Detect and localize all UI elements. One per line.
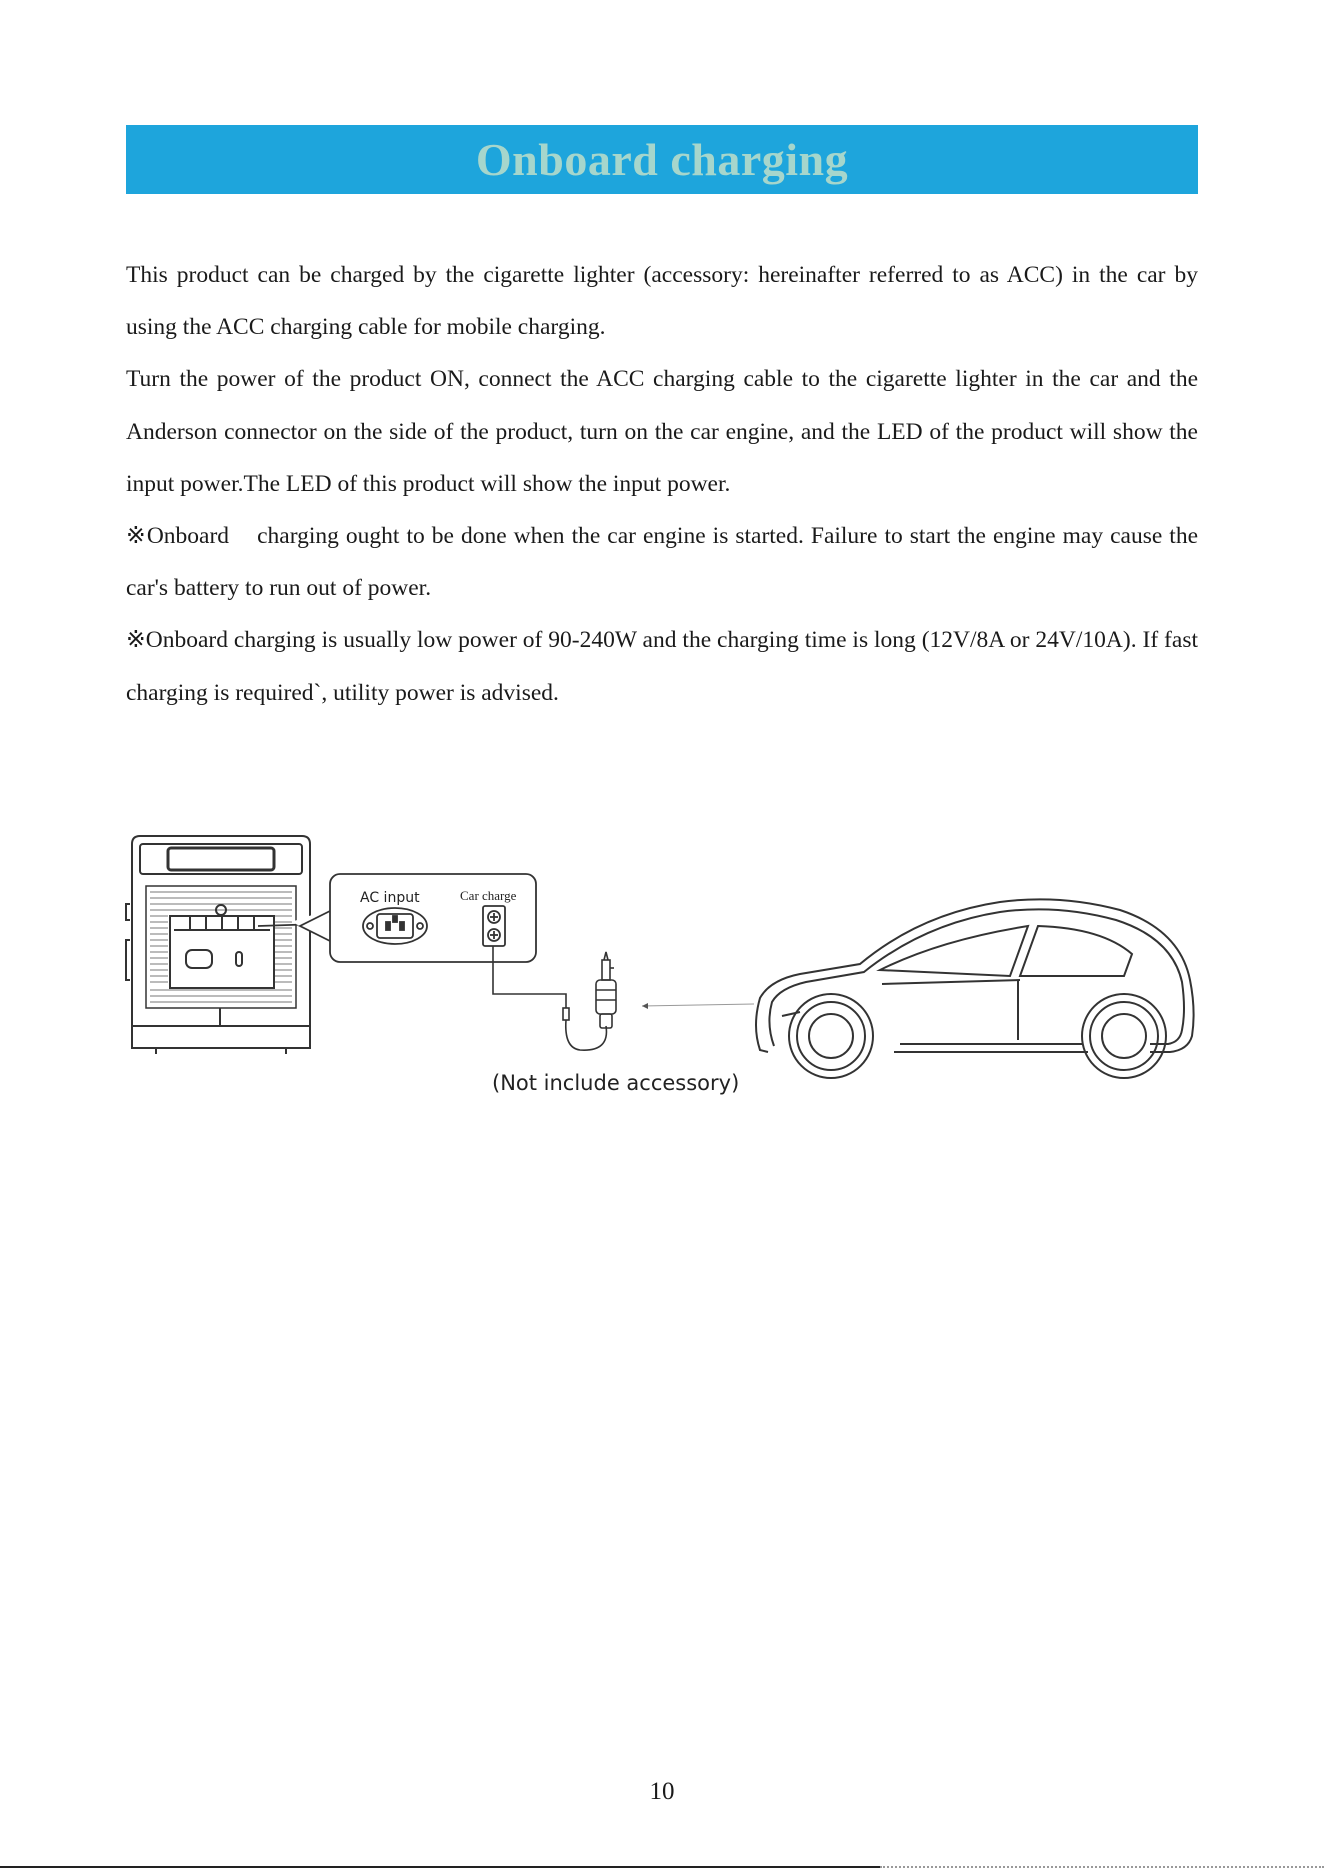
paragraph-note-power: ※Onboard charging is usually low power of 90-240W and the charging time is long (12V/8A or 24V/10A). If fast charging is required`, utility power is advised.: [126, 627, 1198, 706]
car-charge-label: Car charge: [460, 888, 517, 903]
page-title: Onboard charging: [475, 134, 849, 185]
car-icon: [756, 899, 1194, 1078]
ac-input-label: AC input: [360, 890, 420, 906]
paragraph-intro: This product can be charged by the cigarette lighter (accessory: hereinafter referred to as ACC) in the car by using the ACC charging cable for mobile charging.: [126, 262, 1198, 341]
power-station-icon: [126, 836, 310, 1054]
page-number: 10: [649, 1778, 675, 1805]
section-header-banner: [126, 125, 1198, 194]
paragraph-instructions: Turn the power of the product ON, connect the ACC charging cable to the cigarette lighter in the car and the Anderson connector on the side of the product, turn on the car engine, and the LED of the product will show the input power.The LED of this product will show the input power.: [126, 366, 1198, 497]
onboard-charging-illustration: [120, 830, 1210, 1100]
figure-caption: (Not include accessory): [492, 1071, 740, 1095]
footer-dots: [880, 1866, 1324, 1870]
body-text: [126, 249, 1198, 719]
footer-rule: [0, 1866, 880, 1868]
direction-arrow: [642, 1004, 754, 1006]
paragraph-note-engine: ※Onboard charging ought to be done when the car engine is started. Failure to start the engine may cause the car's battery to run out of power.: [126, 523, 1198, 602]
